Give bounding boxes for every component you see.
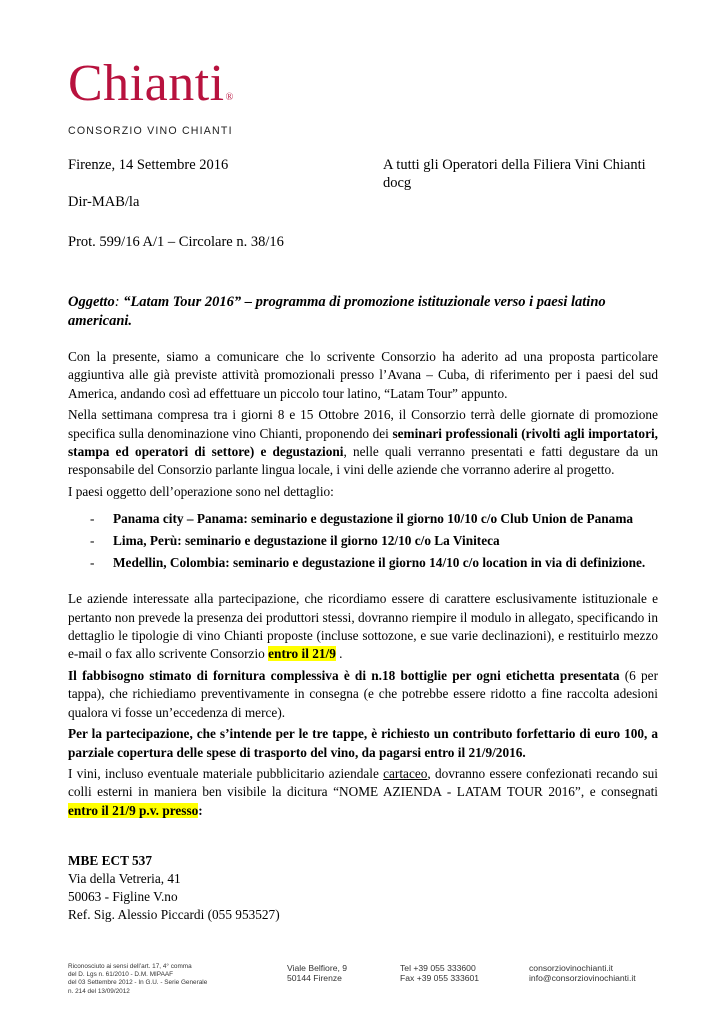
footer-email-link[interactable]: info@consorziovinochianti.it	[529, 973, 636, 984]
logo-subtitle: CONSORZIO VINO CHIANTI	[68, 125, 233, 137]
footer-legal-line: n. 214 del 13/09/2012	[68, 987, 130, 995]
subject-separator: :	[114, 294, 124, 310]
footer-legal-line: Riconosciuto ai sensi dell’art. 17, 4° comma	[68, 963, 192, 970]
list-dash: -	[90, 555, 95, 571]
list-dash: -	[90, 511, 95, 527]
paragraph-intro: Con la presente, siamo a comunicare che lo scrivente Consorzio ha aderito ad una proposta particolare aggiuntiva alle già previste attività promozionali presso l’Avana – Cuba, di riferimento per i paesi del sud America, andando così ad effettuare un piccolo tour latino, “Latam Tour” appunto.	[68, 349, 658, 401]
footer-city: 50144 Firenze	[287, 973, 342, 984]
footer-contacts	[529, 963, 636, 984]
paragraph-promotion-start: Nella settimana compresa tra i giorni 8 e 15 Ottobre 2016, il Consorzio terrà delle giornate di promozione specifica sulla denominazione vino Chianti, proponendo dei	[68, 407, 658, 441]
event-lima: Lima, Perù: seminario e degustazione il giorno 12/10 c/o La Viniteca	[113, 533, 500, 549]
paragraph-participation-text: Le aziende interessate alla partecipazione, che ricordiamo essere di carattere esclusivamente istituzionale e pertanto non prevede la presenza dei produttori stessi, dovranno riempire il modulo in allegato, specificando in dettaglio le tipologie di vino Chianti proposte (incluse sottozone, e sue varie declinazioni), e restituirlo mezzo e-mail o fax allo scrivente Consorzio	[68, 591, 658, 662]
paragraph-promotion	[68, 406, 658, 480]
paragraph-participation	[68, 590, 658, 664]
address-name: MBE ECT 537	[68, 853, 152, 868]
event-medellin: Medellin, Colombia: seminario e degustazione il giorno 14/10 c/o location in via di definizione.	[113, 555, 646, 571]
paragraph-participation-end: .	[335, 646, 343, 662]
deadline-highlight: entro il 21/9	[268, 646, 336, 662]
bottles-emphasis: Il fabbisogno stimato di fornitura complessiva è di n.18 bottiglie per ogni etichetta presentata	[68, 667, 620, 683]
logo-registered-mark: ®	[225, 92, 234, 103]
protocol-number: Prot. 599/16 A/1 – Circolare n. 38/16	[68, 234, 284, 250]
paragraph-contribution: Per la partecipazione, che s’intende per le tre tappe, è richiesto un contributo forfettario di euro 100, a parziale copertura delle spese di trasporto del vino, da pagarsi entro il 21/9/2016.	[68, 726, 658, 760]
recipient-line-2: docg	[383, 175, 412, 191]
address-street: Via della Vetreria, 41	[68, 871, 181, 886]
subject-label: Oggetto	[68, 294, 115, 310]
paragraph-shipping	[68, 765, 658, 820]
underlined-word: cartaceo	[383, 765, 428, 781]
footer-phones	[400, 963, 479, 984]
footer-legal	[68, 963, 207, 996]
footer-address	[287, 963, 347, 984]
footer-street: Viale Belfiore, 9	[287, 963, 348, 973]
paragraph-promotion-end: , nelle quali verranno presentati e fatti degustare da un responsabile del Consorzio parlante lingua locale, i vini delle aziende che vorranno aderire al progetto.	[68, 444, 658, 478]
list-item	[68, 554, 658, 572]
event-list	[68, 510, 658, 572]
footer-legal-line: del D. Lgs n. 61/2010 - D.M. MIPAAF	[68, 971, 174, 979]
footer-website-link[interactable]: consorziovinochianti.it	[529, 963, 614, 973]
place-date: Firenze, 14 Settembre 2016	[68, 157, 229, 173]
paragraph-bottles-rest: (6 per tappa), che richiediamo preventivamente in consegna (e che potrebbe essere ridotto a fine raccolta adesioni qualora vi fosse un’eccedenza di merce).	[68, 667, 658, 720]
list-item	[68, 510, 658, 528]
list-dash: -	[90, 533, 95, 549]
event-panama: Panama city – Panama: seminario e degustazione il giorno 10/10 c/o Club Union de Panama	[113, 511, 634, 527]
address-city: 50063 - Figline V.no	[68, 889, 178, 904]
logo-wordmark	[68, 55, 268, 124]
letter-body	[68, 348, 658, 823]
reference-code: Dir-MAB/la	[68, 194, 140, 210]
logo-word: Chianti	[68, 55, 225, 112]
subject-text: “Latam Tour 2016” – programma di promozione istituzionale verso i paesi latino americani.	[68, 294, 606, 329]
footer-legal-line: del 03 Settembre 2012 - In G.U. - Serie Generale	[68, 979, 208, 987]
footer-tel: Tel +39 055 333600	[400, 963, 476, 973]
subject-line	[68, 293, 660, 331]
seminars-emphasis: seminari professionali (rivolti agli importatori, stampa ed operatori di settore) e degustazioni	[68, 425, 658, 460]
delivery-address	[68, 852, 280, 924]
paragraph-shipping-start: I vini, incluso eventuale materiale pubblicitario aziendale	[68, 765, 384, 781]
paragraph-countries: I paesi oggetto dell’operazione sono nel dettaglio:	[68, 483, 334, 499]
paragraph-shipping-middle: , dovranno essere confezionati recando sui colli esterni in maniera ben visibile la dicitura “NOME AZIENDA - LATAM TOUR 2016”, e consegnati	[68, 765, 658, 800]
paragraph-shipping-colon: :	[198, 802, 203, 818]
recipient-line-1: A tutti gli Operatori della Filiera Vini Chianti	[383, 157, 646, 173]
address-reference: Ref. Sig. Alessio Piccardi (055 953527)	[68, 907, 280, 922]
list-item	[68, 532, 658, 550]
delivery-deadline-highlight: entro il 21/9 p.v. presso	[68, 802, 199, 818]
consorzio-logo	[68, 55, 268, 137]
paragraph-bottles	[68, 667, 658, 722]
footer-fax: Fax +39 055 333601	[400, 973, 480, 984]
